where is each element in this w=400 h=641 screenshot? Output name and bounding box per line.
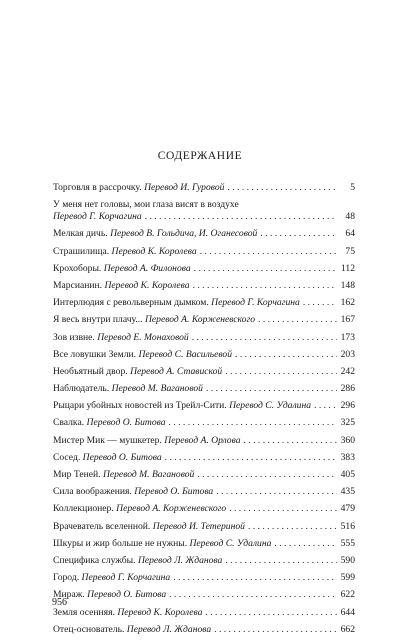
entry-page-number: 590: [340, 554, 355, 566]
entry-page-number: 48: [345, 211, 355, 223]
toc-entry: [53, 297, 355, 309]
entry-translator: Перевод А. Корженевского: [116, 503, 227, 515]
entry-title: Отец-основатель.: [53, 623, 125, 635]
toc-entry: [53, 366, 355, 378]
entry-title: Марсианин.: [53, 279, 103, 291]
entry-page-number: 599: [340, 572, 355, 584]
toc-entry: [53, 624, 355, 636]
entry-title: Все ловушки Земли.: [53, 348, 137, 360]
entry-title: Мир Теней.: [53, 469, 101, 480]
toc-entry: [53, 555, 355, 567]
table-of-contents: [53, 182, 355, 641]
toc-entry: [53, 538, 355, 550]
dot-leader: [303, 297, 337, 309]
entry-title: Коллекционер.: [53, 503, 114, 515]
entry-translator: Перевод Е. Монаховой: [97, 331, 189, 343]
entry-title: Рыцари убойных новостей из Трейл-Сити.: [53, 400, 227, 412]
entry-page-number: 162: [340, 297, 355, 309]
entry-translator: Перевод К. Королева: [117, 606, 203, 618]
entry-page-number: 662: [340, 623, 355, 635]
toc-entry: [53, 589, 355, 601]
dot-leader: [216, 486, 337, 498]
toc-entry: [53, 521, 355, 533]
dot-leader: [274, 538, 337, 550]
entry-title: Земля осенняя.: [53, 606, 115, 618]
entry-title: Свалка.: [53, 417, 85, 429]
entry-page-number: 242: [340, 365, 355, 377]
entry-translator: Перевод И. Гуровой: [144, 182, 225, 193]
entry-page-number: 203: [340, 348, 355, 360]
entry-page-number: 112: [340, 262, 355, 274]
toc-entry: [53, 263, 355, 275]
toc-entry: [53, 572, 355, 584]
page-number: 956: [52, 597, 67, 608]
entry-translator: Перевод Г. Корчагина: [211, 297, 300, 309]
entry-translator: Перевод К. Королева: [111, 245, 197, 257]
entry-title: Зов извне.: [53, 331, 95, 343]
entry-translator: Перевод Л. Жданова: [126, 623, 212, 635]
entry-title: Шкуры и жир больше не нужны.: [53, 537, 188, 549]
dot-leader: [244, 435, 338, 447]
entry-page-number: 286: [340, 383, 355, 395]
entry-page-number: 75: [345, 245, 355, 257]
toc-entry: [53, 383, 355, 395]
dot-leader: [205, 607, 337, 619]
dot-leader: [225, 366, 337, 378]
entry-translator: Перевод С. Васильевой: [138, 348, 233, 360]
dot-leader: [214, 624, 337, 636]
entry-page-number: 64: [345, 228, 355, 240]
toc-entry: [53, 469, 355, 481]
toc-entry: [53, 349, 355, 361]
entry-page-number: 435: [340, 486, 355, 498]
entry-page-number: 555: [340, 537, 355, 549]
entry-page-number: 383: [340, 451, 355, 463]
entry-page-number: 173: [340, 331, 355, 343]
entry-translator: Перевод А. Корженевского: [144, 314, 256, 326]
entry-page-number: 325: [340, 417, 355, 429]
dot-leader: [229, 503, 337, 515]
entry-page-number: 148: [340, 279, 355, 291]
dot-leader: [235, 349, 337, 361]
entry-title: Мелкая дичь.: [53, 228, 108, 240]
entry-translator: Перевод М. Вагановой: [111, 383, 203, 395]
entry-page-number: 622: [340, 589, 355, 601]
entry-title: Сила воображения.: [53, 486, 132, 498]
dot-leader: [258, 314, 337, 326]
entry-title: Мираж.: [53, 589, 85, 601]
dot-leader: [314, 400, 337, 412]
entry-title: Торговля в рассрочку.: [53, 182, 142, 193]
entry-translator: Перевод Г. Корчагина: [81, 572, 171, 584]
toc-entry: [53, 452, 355, 464]
entry-title: Сосед.: [53, 451, 81, 463]
entry-title-first-line: У меня нет головы, мои глаза висят в воздухе: [53, 199, 239, 211]
entry-translator: Перевод О. Битова: [86, 417, 166, 429]
dot-leader: [165, 452, 337, 464]
entry-translator: Перевод О. Битова: [82, 451, 162, 463]
entry-title: Город.: [53, 572, 80, 584]
toc-entry: [53, 228, 355, 240]
entry-title: Крохоборы.: [53, 262, 102, 274]
entry-translator: Перевод А. Орлова: [164, 434, 241, 446]
dot-leader: [206, 383, 337, 395]
entry-translator: Перевод А. Ставиской: [130, 365, 223, 377]
toc-heading: СОДЕРЖАНИЕ: [157, 150, 243, 162]
dot-leader: [169, 589, 337, 601]
toc-entry: [53, 607, 355, 619]
dot-leader: [194, 263, 337, 275]
entry-title: Наблюдатель.: [53, 383, 110, 395]
toc-entry: [53, 435, 355, 447]
dot-leader: [145, 211, 337, 223]
toc-entry: [53, 332, 355, 344]
toc-entry: [53, 400, 355, 412]
toc-entry: [53, 417, 355, 429]
toc-entry: [53, 182, 355, 194]
entry-title: Страшилища.: [53, 245, 110, 257]
toc-entry: [53, 246, 355, 258]
toc-entry: [53, 314, 355, 326]
dot-leader: [225, 555, 337, 567]
entry-title: Интерлюдия с револьверным дымком.: [53, 297, 209, 309]
toc-entry: [53, 199, 355, 223]
entry-page-number: 5: [350, 182, 355, 193]
entry-title: Необъятный двор.: [53, 365, 128, 377]
dot-leader: [227, 182, 337, 194]
dot-leader: [197, 469, 337, 481]
entry-translator: Перевод О. Битова: [87, 589, 167, 601]
entry-page-number: 167: [340, 314, 355, 326]
entry-page-number: 360: [340, 434, 355, 446]
entry-translator: Перевод А. Филонова: [103, 262, 191, 274]
toc-entry: [53, 280, 355, 292]
entry-page-number: 479: [340, 503, 355, 515]
entry-page-number: 296: [340, 400, 355, 412]
entry-translator: Перевод С. Удалина: [189, 537, 272, 549]
entry-translator: Перевод К. Королева: [104, 279, 190, 291]
dot-leader: [193, 280, 337, 292]
dot-leader: [192, 332, 337, 344]
entry-page-number: 516: [340, 520, 355, 532]
entry-translator: Перевод Г. Корчагина: [53, 211, 142, 223]
entry-title: Специфика службы.: [53, 554, 136, 566]
dot-leader: [260, 228, 337, 240]
toc-entry: [53, 486, 355, 498]
entry-translator: Перевод М. Вагановой: [102, 469, 195, 480]
dot-leader: [248, 521, 337, 533]
entry-translator: Перевод С. Удалина: [229, 400, 312, 412]
dot-leader: [173, 572, 337, 584]
entry-title: Мистер Мик — мушкетер.: [53, 434, 162, 446]
entry-page-number: 405: [340, 469, 355, 480]
dot-leader: [200, 246, 337, 258]
entry-translator: Перевод И. Тетериной: [152, 520, 245, 532]
dot-leader: [169, 417, 337, 429]
entry-title: Я весь внутри плачу...: [53, 314, 143, 326]
entry-page-number: 644: [340, 606, 355, 618]
entry-translator: Перевод Л. Жданова: [137, 554, 223, 566]
entry-title: Врачеватель вселенной.: [53, 520, 151, 532]
toc-entry: [53, 503, 355, 515]
entry-translator: Перевод В. Гольдича, И. Оганесовой: [110, 228, 258, 240]
entry-translator: Перевод О. Битова: [134, 486, 214, 498]
